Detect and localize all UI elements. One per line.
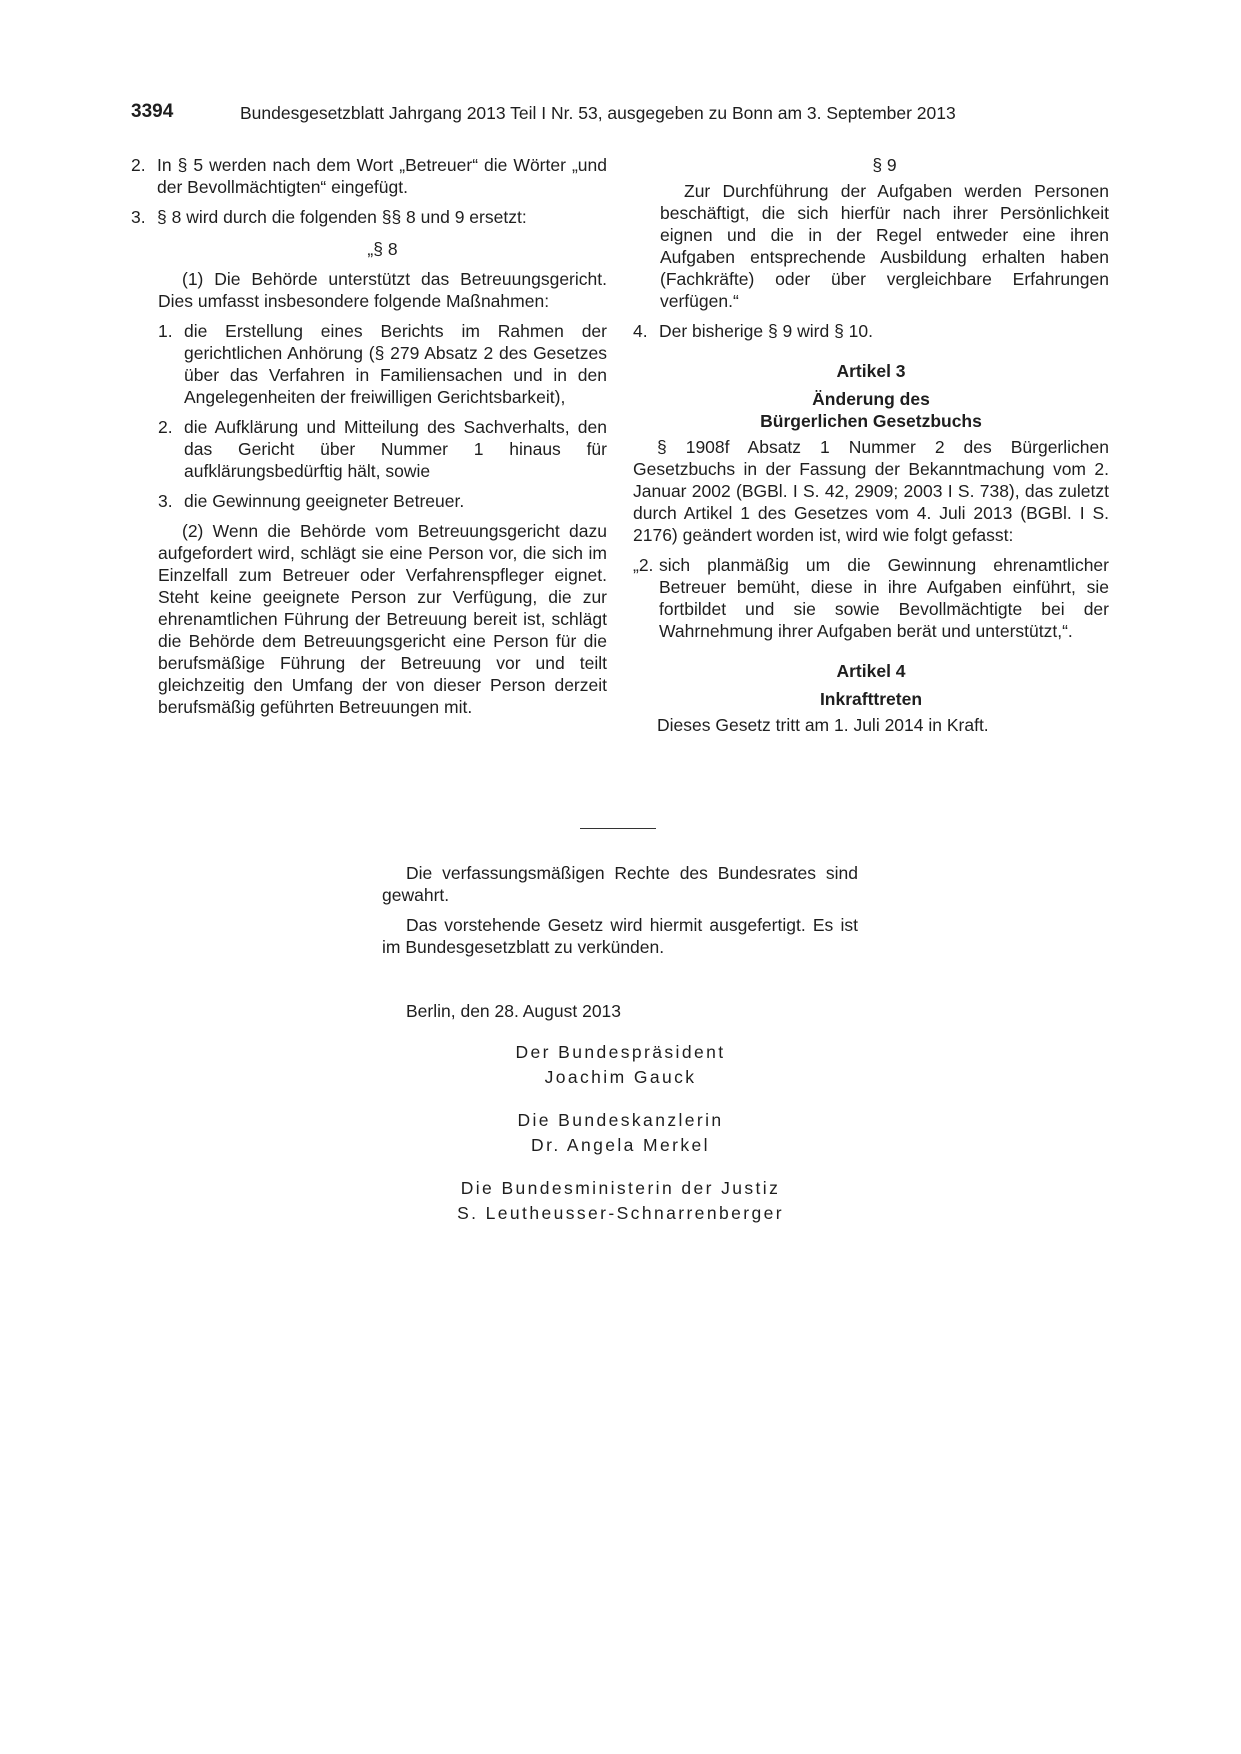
sub-list-item bbox=[158, 320, 607, 408]
article-3-text: § 1908f Absatz 1 Nummer 2 des Bürgerlichen Gesetzbuchs in der Fassung der Bekanntmachung vom 2. Januar 2002 (BGBl. I S. 42, 2909; 2003 I S. 738), das zuletzt durch Artikel 1 des Gesetzes vom 4. Juli 2013 (BGBl. I S. 2176) geändert worden ist, wird wie folgt gefasst: bbox=[633, 437, 1109, 545]
signature-role: Die Bundeskanzlerin bbox=[517, 1110, 724, 1130]
list-number: 1. bbox=[158, 321, 173, 341]
sub-list-item bbox=[158, 416, 607, 482]
left-column bbox=[131, 154, 607, 718]
signature-name: S. Leutheusser-Schnarrenberger bbox=[457, 1203, 784, 1223]
article-3-title-line-2: Bürgerlichen Gesetzbuchs bbox=[760, 411, 982, 431]
promulgation-statement: Das vorstehende Gesetz wird hiermit ausgefertigt. Es ist im Bundesgesetzblatt zu verkünden. bbox=[382, 915, 858, 957]
signature-name: Joachim Gauck bbox=[544, 1067, 697, 1087]
list-text: die Aufklärung und Mitteilung des Sachverhalts, den das Gericht über Nummer 1 hinaus für aufklärungsbedürftig hält, sowie bbox=[184, 417, 607, 481]
article-3-quoted-item bbox=[633, 554, 1109, 642]
list-number: 3. bbox=[158, 491, 173, 511]
article-4-text: Dieses Gesetz tritt am 1. Juli 2014 in Kraft. bbox=[657, 715, 989, 735]
list-number: 3. bbox=[131, 207, 146, 227]
place-date: Berlin, den 28. August 2013 bbox=[406, 1001, 622, 1021]
gazette-header: Bundesgesetzblatt Jahrgang 2013 Teil I Nr. 53, ausgegeben zu Bonn am 3. September 2013 bbox=[240, 103, 956, 123]
article-4-title: Inkrafttreten bbox=[819, 689, 923, 709]
list-text: sich planmäßig um die Gewinnung ehrenamtlicher Betreuer bemüht, diese in ihre Aufgaben einführt, sie fortbildet und sie sowie Bevollmächtigte bei der Wahrnehmung ihrer Aufgaben berät und unterstützt,“. bbox=[659, 555, 1109, 641]
list-item-3 bbox=[131, 206, 607, 228]
signature-name: Dr. Angela Merkel bbox=[531, 1135, 710, 1155]
article-3-title-line-1: Änderung des bbox=[812, 389, 930, 409]
right-column bbox=[633, 154, 1109, 736]
list-item-2 bbox=[131, 154, 607, 198]
list-number: 2. bbox=[158, 417, 173, 437]
list-text: die Erstellung eines Berichts im Rahmen der gerichtlichen Anhörung (§ 279 Absatz 2 des Gesetzes über das Verfahren in Familiensachen und in den Angelegenheiten der freiwilligen Gerichtsbarkeit), bbox=[184, 321, 607, 407]
list-item-4 bbox=[633, 320, 1109, 342]
closing-formula bbox=[382, 862, 858, 958]
rights-statement: Die verfassungsmäßigen Rechte des Bundesrates sind gewahrt. bbox=[382, 863, 858, 905]
signature-role: Der Bundespräsident bbox=[515, 1042, 726, 1062]
paragraph-9-heading: § 9 bbox=[872, 155, 897, 175]
paragraph-8-heading: „§ 8 bbox=[367, 239, 398, 259]
paragraph-8-block bbox=[158, 238, 607, 512]
list-text: In § 5 werden nach dem Wort „Betreuer“ die Wörter „und der Bevollmächtigten“ eingefügt. bbox=[157, 155, 607, 197]
paragraph-8-section-2: (2) Wenn die Behörde vom Betreuungsgericht dazu aufgefordert wird, schlägt sie eine Person vor, die sich im Einzelfall zum Betreuer oder Verfahrenspfleger eignet. Steht keine geeignete Person zur Verfügung, die zur ehrenamtlichen Führung der Betreuung bereit ist, schlägt die Behörde dem Betreuungsgericht eine Person für die berufsmäßige Führung der Betreuung vor und teilt gleichzeitig den Umfang der von dieser Person derzeit berufsmäßig geführten Betreuungen mit. bbox=[158, 521, 607, 717]
paragraph-9-block bbox=[660, 154, 1109, 312]
paragraph-9-text: Zur Durchführung der Aufgaben werden Personen beschäftigt, die sich hierfür nach ihrer Persönlichkeit eignen und die in der Regel entweder eine ihren Aufgaben entsprechende Ausbildung erhalten haben (Fachkräfte) oder über vergleichbare Erfahrungen verfügen.“ bbox=[660, 181, 1109, 311]
separator-line bbox=[580, 828, 656, 829]
list-text: § 8 wird durch die folgenden §§ 8 und 9 ersetzt: bbox=[157, 207, 527, 227]
list-text: Der bisherige § 9 wird § 10. bbox=[659, 321, 873, 341]
signature-role: Die Bundesministerin der Justiz bbox=[460, 1178, 781, 1198]
article-4-heading: Artikel 4 bbox=[836, 661, 906, 681]
page-number: 3394 bbox=[131, 101, 174, 122]
list-number: 4. bbox=[633, 321, 648, 341]
sub-list-item bbox=[158, 490, 607, 512]
list-number: 2. bbox=[131, 155, 146, 175]
paragraph-8-section-1: (1) Die Behörde unterstützt das Betreuungsgericht. Dies umfasst insbesondere folgende Maßnahmen: bbox=[158, 269, 607, 311]
article-3-heading: Artikel 3 bbox=[836, 361, 906, 381]
list-number: „2. bbox=[633, 555, 654, 575]
list-text: die Gewinnung geeigneter Betreuer. bbox=[184, 491, 465, 511]
